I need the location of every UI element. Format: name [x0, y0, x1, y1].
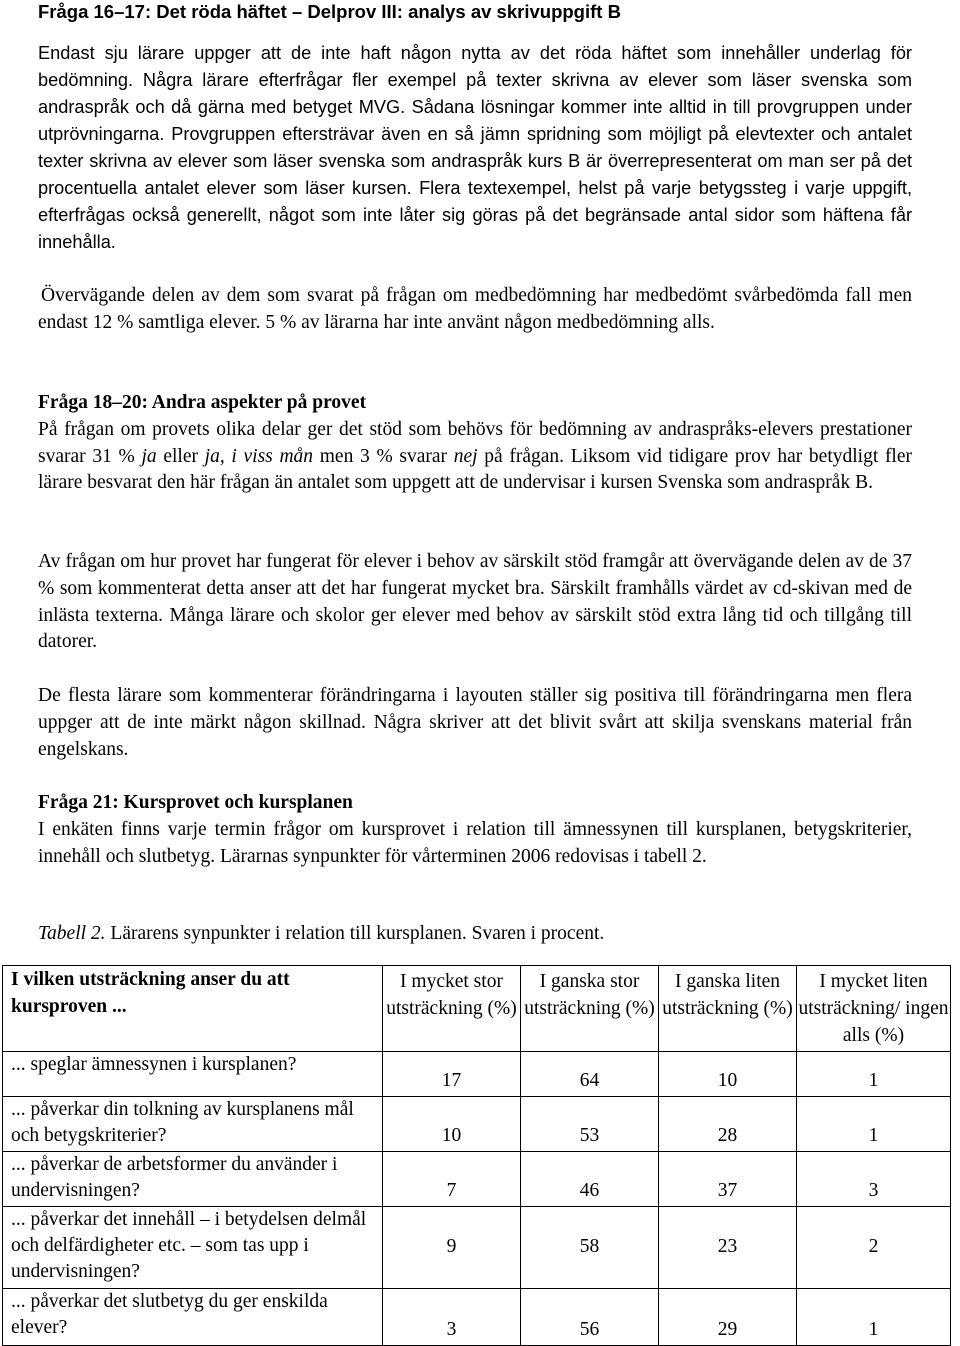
- section-course-plan: [38, 790, 912, 870]
- table-cell: 10: [659, 1052, 797, 1097]
- section-heading-course-plan: Fråga 21: Kursprovet och kursplanen: [38, 792, 353, 813]
- table-row: [3, 1097, 951, 1152]
- table-cell: 58: [521, 1207, 659, 1289]
- paragraph-support: [38, 417, 912, 497]
- paragraph-red-booklet: Endast sju lärare uppger att de inte haft någon nytta av det röda häftet som innehåller underlag för bedömning. Några lärare efterfrågar fler exempel på texter skrivna av elever som läser svenska som andraspråk och då gärna med betyget MVG. Sådana lösningar kommer inte alltid in till provgruppen under utprövningarna. Provgruppen eftersträvar även en så jämn spridning som möjligt på elevtexter och antalet texter skrivna av elever som läser svenska som andraspråk kurs B är överrepresenterat om man ser på det procentuella antalet elever som läser kursen. Flera textexempel, helst på varje betygssteg i varje uppgift, efterfrågas också generellt, något som inte låter sig göras på det begränsade antal sidor som häftena får innehålla.: [38, 43, 912, 252]
- paragraph-co-assessment: Övervägande delen av dem som svarat på frågan om medbedömning har medbedömt svårbedömda fall men endast 12 % samtliga elever. 5 % av lärarna har inte använt någon medbedömning alls.: [38, 285, 912, 333]
- table-row: [3, 1207, 951, 1289]
- synpunkter-table: [2, 965, 951, 1346]
- table-cell: 10: [383, 1097, 521, 1152]
- text-run: På frågan om provets olika delar ger det stöd som behövs för bedömning av andraspråks-elevers prestationer svarar 31 %: [38, 418, 912, 467]
- paragraph-special-support: Av frågan om hur provet har fungerat för elever i behov av särskilt stöd framgår att övervägande delen av de 37 % som kommenterat detta anser att det har fungerat mycket bra. Särskilt framhålls värdet av cd-skivan med de inlästa texterna. Många lärare och skolor ger elever med behov av särskilt stöd extra lång tid och tillgång till datorer.: [38, 551, 912, 653]
- table-column-header: I mycket stor utsträckning (%): [383, 966, 521, 1052]
- table-row: [3, 1289, 951, 1346]
- table-cell: 9: [383, 1207, 521, 1289]
- paragraph-course-plan: I enkäten finns varje termin frågor om kursprovet i relation till ämnessynen till kursplanen, betygskriterier, innehåll och slutbetyg. Lärarnas synpunkter för vårterminen 2006 redovisas i tabell 2.: [38, 818, 912, 867]
- section-other-aspects: [38, 390, 912, 497]
- table-cell: 3: [383, 1289, 521, 1346]
- table-cell: 28: [659, 1097, 797, 1152]
- table-cell: 56: [521, 1289, 659, 1346]
- table-cell: 2: [797, 1207, 951, 1289]
- table-cell: 3: [797, 1152, 951, 1207]
- table-cell: 1: [797, 1097, 951, 1152]
- italic-viss-man: ja, i viss mån: [204, 445, 314, 467]
- table-caption-label: Tabell 2.: [38, 923, 106, 944]
- table-cell: 7: [383, 1152, 521, 1207]
- table-cell: 29: [659, 1289, 797, 1346]
- table-row: [3, 1152, 951, 1207]
- table-cell: 23: [659, 1207, 797, 1289]
- table-cell: 53: [521, 1097, 659, 1152]
- text-run: eller: [156, 445, 205, 467]
- table-row-question: ... speglar ämnessynen i kursplanen?: [3, 1052, 383, 1097]
- table-header-row: [3, 966, 951, 1052]
- text-run: på frågan. Liksom vid tidigare prov har betydligt fler lärare besvarat den här frågan än antalet som uppgett att de undervisar i kursen Svenska som andraspråk B.: [38, 445, 913, 494]
- table-cell: 1: [797, 1052, 951, 1097]
- paragraph-layout: De flesta lärare som kommenterar förändringarna i layouten ställer sig positiva till förändringarna men flera uppger att de inte märkt någon skillnad. Några skriver att det blivit svårt att skilja svenskans material från engelskans.: [38, 685, 912, 760]
- table-caption: [38, 920, 604, 948]
- italic-ja: ja: [141, 445, 157, 467]
- table-column-header: I ganska stor utsträckning (%): [521, 966, 659, 1052]
- table-cell: 64: [521, 1052, 659, 1097]
- table-row-question: ... påverkar det innehåll – i betydelsen delmål och delfärdigheter etc. – som tas upp i undervisningen?: [3, 1207, 383, 1289]
- text-run: men 3 % svarar: [313, 445, 454, 467]
- table-row-question: ... påverkar de arbetsformer du använder i undervisningen?: [3, 1152, 383, 1207]
- italic-nej: nej: [453, 445, 478, 467]
- table-row-question: ... påverkar din tolkning av kursplanens mål och betygskriterier?: [3, 1097, 383, 1152]
- section-heading-other-aspects: Fråga 18–20: Andra aspekter på provet: [38, 392, 367, 413]
- table-column-header: I mycket liten utsträckning/ ingen alls (%): [797, 966, 951, 1052]
- table-caption-text: Lärarens synpunkter i relation till kursplanen. Svaren i procent.: [105, 923, 605, 944]
- table-cell: 37: [659, 1152, 797, 1207]
- table-column-header: I ganska liten utsträckning (%): [659, 966, 797, 1052]
- table-question-header: I vilken utsträckning anser du att kursproven ...: [3, 966, 383, 1052]
- table-cell: 46: [521, 1152, 659, 1207]
- section-heading-red-booklet: Fråga 16–17: Det röda häftet – Delprov III: analys av skrivuppgift B: [38, 1, 621, 22]
- table-row: [3, 1052, 951, 1097]
- table-cell: 17: [383, 1052, 521, 1097]
- table-row-question: ... påverkar det slutbetyg du ger enskilda elever?: [3, 1289, 383, 1346]
- table-cell: 1: [797, 1289, 951, 1346]
